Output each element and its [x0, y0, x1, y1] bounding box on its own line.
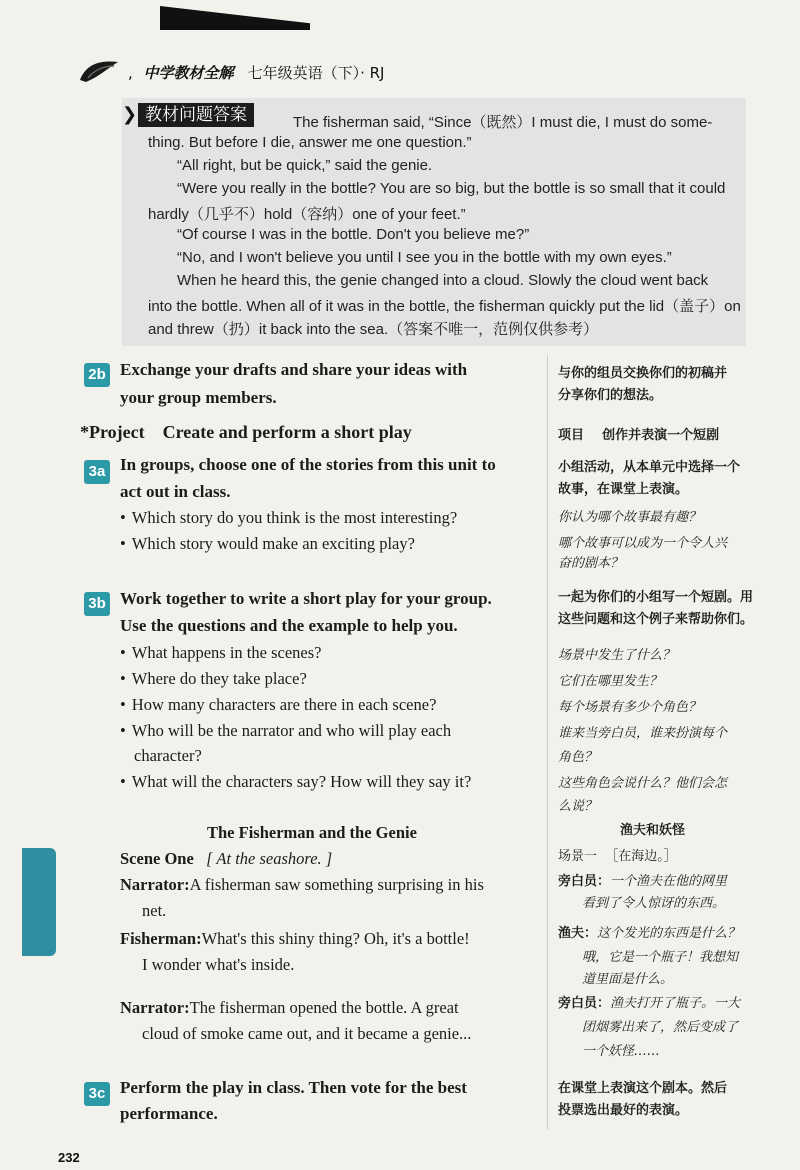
task-3b-cn: 这些问题和这个例子来帮助你们。: [558, 612, 754, 627]
task-3b-cn-bullet: 场景中发生了什么？: [558, 648, 676, 663]
page-number: 232: [58, 1150, 80, 1165]
answer-line: and threw（扔）it back into the sea.（答案不唯一，范例仅供参考）: [148, 321, 599, 338]
task-3a-cn: 故事，在课堂上表演。: [558, 482, 689, 497]
task-3b-cn-bullet: 谁来当旁白员，谁来扮演每个: [558, 726, 728, 741]
task-2b-cn: 与你的组员交换你们的初稿并: [558, 366, 728, 381]
scene-heading: [120, 849, 332, 869]
play-text-cn-cont: 哦，它是一个瓶子！我想知: [582, 950, 739, 965]
play-role: Narrator:: [120, 875, 190, 894]
task-3b-bullet: • How many characters are there in each scene?: [120, 695, 436, 715]
play-role-cn: 旁白员：: [558, 874, 611, 889]
play-text-cn-cont: 团烟雾出来了，然后变成了: [582, 1020, 739, 1035]
task-3c-cn: 投票选出最好的表演。: [558, 1103, 689, 1118]
play-text-cn: 一个渔夫在他的网里: [610, 874, 728, 889]
answer-line: into the bottle. When all of it was in the bottle, the fisherman quickly put the lid（盖子）on: [148, 298, 741, 315]
task-2b-cn: 分享你们的想法。: [558, 388, 663, 403]
play-line: [120, 998, 459, 1018]
play-text-cn-cont: 看到了令人惊讶的东西。: [582, 896, 726, 911]
task-3b-cn-bullet: 角色？: [558, 750, 598, 765]
answer-line: “Of course I was in the bottle. Don't you believe me?”: [177, 226, 530, 243]
task-3b-bullet: • Who will be the narrator and who will play each: [120, 721, 451, 741]
side-tab-marker: [22, 848, 56, 956]
answer-line: “No, and I won't believe you until I see you in the bottle with my own eyes.”: [177, 249, 672, 266]
header-black-bar: [160, 6, 310, 30]
scene-heading-cn: 场景一 ［在海边。］: [558, 849, 677, 864]
play-text-cont: net.: [142, 901, 167, 920]
answer-line: When he heard this, the genie changed into a cloud. Slowly the cloud went back: [177, 272, 709, 289]
play-role: Narrator:: [120, 998, 190, 1017]
task-3a-cn-bullet: 哪个故事可以成为一个令人兴: [558, 536, 728, 551]
book-logo-icon: [78, 58, 122, 84]
task-2b-line: your group members.: [120, 388, 277, 407]
answer-line: thing. But before I die, answer me one question.”: [148, 134, 472, 151]
task-3b-bullet: • Where do they take place?: [120, 669, 307, 689]
play-text-cn-cont: 一个妖怪……: [582, 1044, 661, 1059]
task-3b-bullet: • What will the characters say? How will they say it?: [120, 772, 471, 792]
play-line: [120, 929, 470, 949]
play-text-cn: 渔夫打开了瓶子。一大: [610, 996, 741, 1011]
task-3b-bullet-cont: character?: [134, 746, 202, 765]
task-3b-line: Use the questions and the example to help you.: [120, 616, 458, 635]
play-line-cn: [558, 870, 727, 889]
play-text-cn-cont: 道里面是什么。: [582, 972, 674, 987]
play-line-cn: [558, 992, 740, 1011]
project-title: *Project Create and perform a short play: [80, 422, 412, 442]
task-badge-2b: 2b: [84, 363, 110, 387]
play-text: A fisherman saw something surprising in his: [189, 875, 484, 894]
task-3a-bullet: • Which story would make an exciting play?: [120, 534, 415, 554]
play-role-cn: 渔夫：: [558, 926, 598, 941]
task-3b-cn-bullet: 这些角色会说什么？他们会怎: [558, 776, 728, 791]
task-3c-cn: 在课堂上表演这个剧本。然后: [558, 1081, 728, 1096]
task-3a-cn-bullet: 你认为哪个故事最有趣？: [558, 510, 702, 525]
task-3c-line: performance.: [120, 1104, 218, 1123]
running-header: , 中学教材全解 七年级英语（下）· RJ: [128, 64, 385, 82]
play-role: Fisherman:: [120, 929, 202, 948]
task-badge-3a: 3a: [84, 460, 110, 484]
answer-line: “All right, but be quick,” said the genie.: [177, 157, 433, 174]
play-text: What's this shiny thing? Oh, it's a bottle!: [201, 929, 470, 948]
column-divider: [547, 355, 548, 1130]
task-3a-cn: 小组活动，从本单元中选择一个: [558, 460, 741, 475]
play-text-cont: I wonder what's inside.: [142, 955, 295, 974]
task-3b-cn-bullet: 每个场景有多少个角色？: [558, 700, 702, 715]
play-text: The fisherman opened the bottle. A great: [189, 998, 459, 1017]
chevron-right-icon: ❯: [122, 104, 138, 125]
play-title-cn: 渔夫和妖怪: [620, 823, 686, 838]
task-3b-bullet: • What happens in the scenes?: [120, 643, 321, 663]
play-line: [120, 875, 484, 895]
play-text-cont: cloud of smoke came out, and it became a genie...: [142, 1024, 472, 1043]
answer-line: “Were you really in the bottle? You are so big, but the bottle is so small that it could: [177, 180, 726, 197]
grade-label: 七年级英语（下）· RJ: [247, 64, 385, 82]
play-title: The Fisherman and the Genie: [207, 823, 417, 842]
answer-title: 教材问题答案: [138, 103, 254, 127]
task-badge-3b: 3b: [84, 592, 110, 616]
task-3b-cn-bullet: 它们在哪里发生？: [558, 674, 663, 689]
task-2b-line: Exchange your drafts and share your ideas with: [120, 360, 468, 379]
answer-line: The fisherman said, “Since（既然）I must die, I must do some-: [293, 114, 713, 131]
task-3a-line: act out in class.: [120, 482, 231, 501]
answer-line: hardly（几乎不）hold（容纳）one of your feet.”: [148, 206, 466, 223]
scene-label: Scene One: [120, 849, 194, 868]
play-line-cn: [558, 922, 740, 941]
task-badge-3c: 3c: [84, 1082, 110, 1106]
task-3b-cn-bullet: 么说？: [558, 799, 598, 814]
task-3b-line: Work together to write a short play for your group.: [120, 589, 492, 608]
task-3a-line: In groups, choose one of the stories from this unit to: [120, 455, 496, 474]
scene-setting: [ At the seashore. ]: [206, 849, 333, 868]
book-title: 中学教材全解: [143, 64, 234, 82]
play-text-cn: 这个发光的东西是什么？: [597, 926, 741, 941]
play-role-cn: 旁白员：: [558, 996, 611, 1011]
task-3b-cn: 一起为你们的小组写一个短剧。用: [558, 590, 754, 605]
project-title-cn: 项目 创作并表演一个短剧: [558, 428, 720, 443]
task-3c-line: Perform the play in class. Then vote for the best: [120, 1078, 467, 1097]
task-3a-bullet: • Which story do you think is the most interesting?: [120, 508, 457, 528]
task-3a-cn-bullet: 奋的剧本？: [558, 556, 624, 571]
